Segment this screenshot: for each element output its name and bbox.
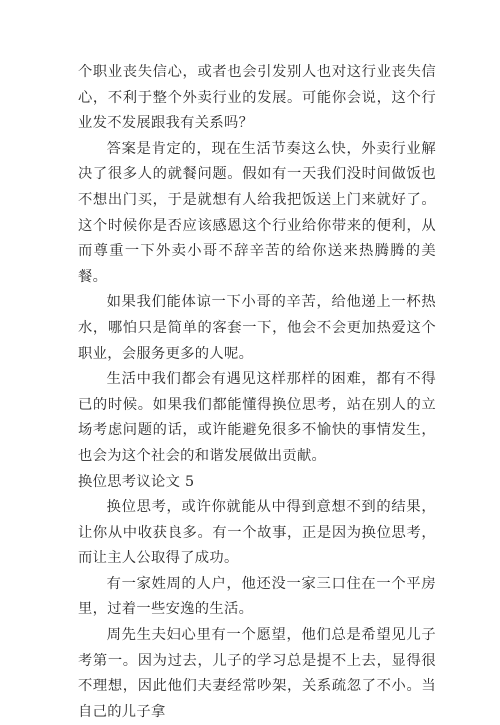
section-title: 换位思考议论文 5 — [78, 473, 195, 490]
paragraph-1: 个职业丧失信心，或者也会引发别人也对这行业丧失信心，不利于整个外卖行业的发展。可能你会说，这个行业发不发展跟我有关系吗？ — [78, 64, 436, 132]
document-page — [78, 60, 436, 725]
paragraph-2: 答案是肯定的，现在生活节奏这么快，外卖行业解决了很多人的就餐问题。假如有一天我们没时间做饭也不想出门买，于是就想有人给我把饭送上门来就好了。这个时候你是否应该感恩这个行业给你带来的便利，从而尊重一下外卖小哥不辞辛苦的给你送来热腾腾的美餐。 — [78, 140, 436, 285]
paragraph-7: 周先生夫妇心里有一个愿望，他们总是希望见儿子考第一。因为过去，儿子的学习总是提不上去，显得很不理想，因此他们夫妻经常吵架，关系疏忽了不小。当自己的儿子拿 — [78, 627, 436, 720]
paragraph-5: 换位思考，或许你就能从中得到意想不到的结果，让你从中收获良多。有一个故事，正是因为换位思考，而让主人公取得了成功。 — [78, 499, 436, 567]
paragraph-3: 如果我们能体谅一下小哥的辛苦，给他递上一杯热水，哪怕只是简单的客套一下，他会不会更加热爱这个职业，会服务更多的人呢。 — [78, 294, 436, 362]
paragraph-4: 生活中我们都会有遇见这样那样的困难，都有不得已的时候。如果我们都能懂得换位思考，站在别人的立场考虑问题的话，或许能避免很多不愉快的事情发生，也会为这个社会的和谐发展做出贡献。 — [78, 371, 436, 464]
paragraph-6: 有一家姓周的人户，他还没一家三口住在一个平房里，过着一些安逸的生活。 — [78, 575, 436, 618]
